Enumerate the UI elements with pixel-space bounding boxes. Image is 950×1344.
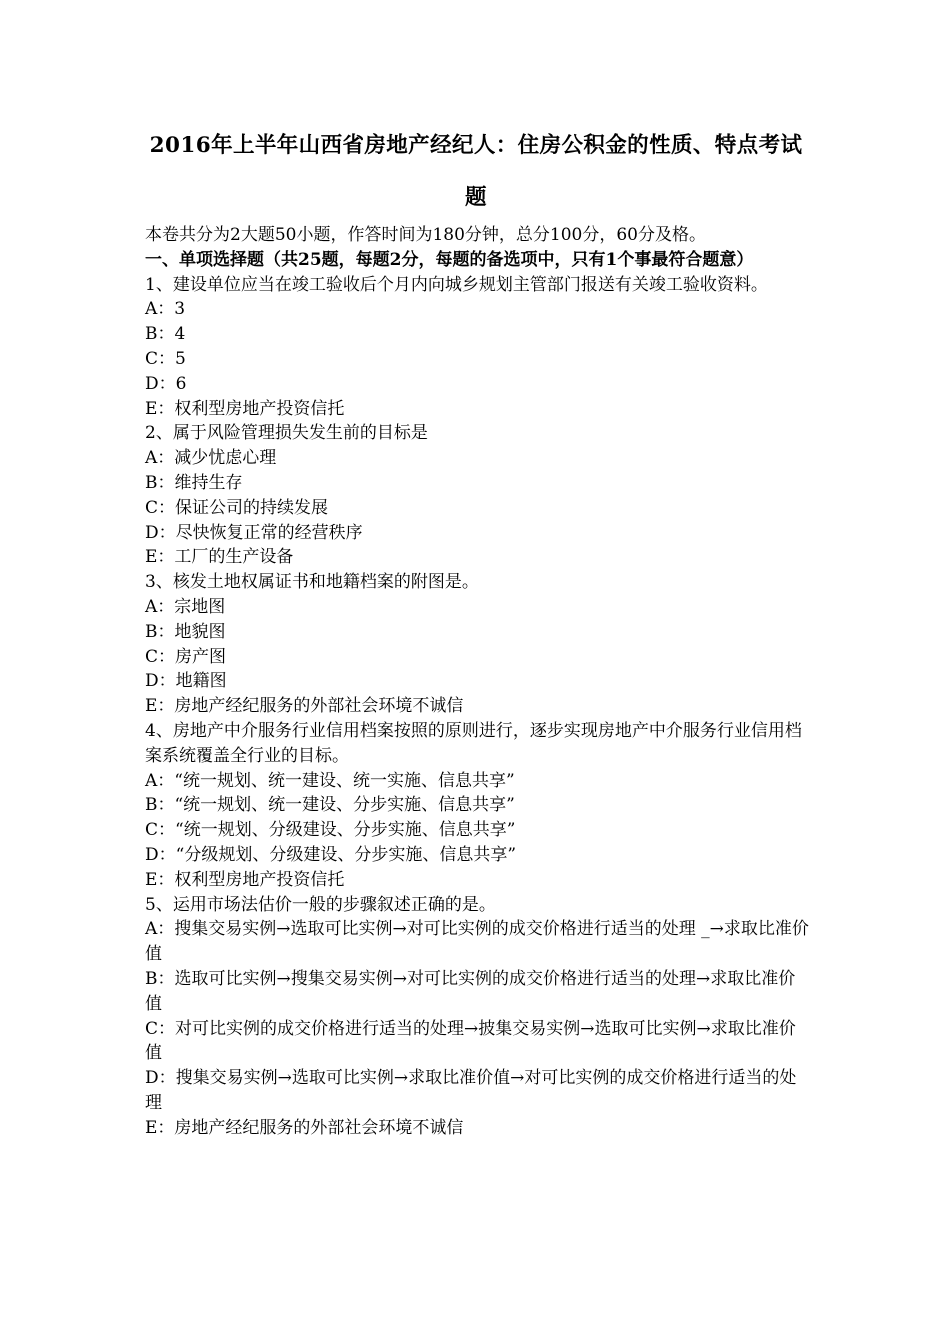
answer-option: C：房产图 (145, 646, 227, 667)
document-body (145, 223, 810, 1140)
answer-option: A：“统一规划、统一建设、统一实施、信息共享” (145, 770, 515, 791)
answer-option: A：减少忧虑心理 (145, 448, 277, 469)
answer-option: B：地貌图 (145, 621, 226, 642)
answer-option: D：6 (145, 373, 187, 394)
answer-option: D：“分级规划、分级建设、分步实施、信息共享” (145, 844, 517, 865)
answer-option: A：3 (145, 299, 186, 320)
section-heading: 一、单项选择题（共25题，每题2分，每题的备选项中，只有1个事最符合题意） (145, 249, 754, 270)
exam-intro: 本卷共分为2大题50小题，作答时间为180分钟，总分100分，60分及格。 (145, 225, 706, 245)
title-line-2: 题 (465, 185, 487, 210)
question-block (145, 719, 810, 893)
answer-option: C：对可比实例的成交价格进行适当的处理→披集交易实例→选取可比实例→求取比准价值 (145, 1018, 796, 1064)
answer-option: E：权利型房地产投资信托 (145, 869, 345, 890)
question-stem: 3、核发土地权属证书和地籍档案的附图是。 (145, 572, 479, 593)
document-title (140, 120, 812, 224)
answer-option: A：搜集交易实例→选取可比实例→对可比实例的成交价格进行适当的处理 _→求取比准价值 (145, 919, 809, 965)
answer-option: D：搜集交易实例→选取可比实例→求取比准价值→对可比实例的成交价格进行适当的处理 (145, 1068, 797, 1113)
question-stem: 4、房地产中介服务行业信用档案按照的原则进行，逐步实现房地产中介服务行业信用档案系统覆盖全行业的目标。 (145, 720, 802, 766)
answer-option: A：宗地图 (145, 596, 226, 617)
answer-option: E：工厂的生产设备 (145, 547, 294, 568)
question-block (145, 893, 810, 1141)
question-list (145, 273, 810, 1141)
answer-option: B：维持生存 (145, 472, 243, 493)
answer-option: E：权利型房地产投资信托 (145, 398, 345, 419)
answer-option: E：房地产经纪服务的外部社会环境不诚信 (145, 1117, 464, 1138)
question-block (145, 273, 810, 422)
question-block (145, 570, 810, 719)
answer-option: D：尽快恢复正常的经营秩序 (145, 522, 363, 543)
answer-option: C：保证公司的持续发展 (145, 497, 329, 518)
question-block (145, 421, 810, 570)
answer-option: E：房地产经纪服务的外部社会环境不诚信 (145, 696, 464, 717)
question-stem: 2、属于风险管理损失发生前的目标是 (145, 423, 428, 444)
answer-option: B：“统一规划、统一建设、分步实施、信息共享” (145, 795, 515, 816)
title-line-1: 2016年上半年山西省房地产经纪人：住房公积金的性质、特点考试 (149, 133, 803, 158)
answer-option: C：5 (145, 348, 186, 369)
answer-option: D：地籍图 (145, 671, 227, 692)
answer-option: B：选取可比实例→搜集交易实例→对可比实例的成交价格进行适当的处理→求取比准价值 (145, 968, 796, 1014)
answer-option: B：4 (145, 324, 186, 345)
question-stem: 1、建设单位应当在竣工验收后个月内向城乡规划主管部门报送有关竣工验收资料。 (145, 274, 768, 295)
question-stem: 5、运用市场法估价一般的步骤叙述正确的是。 (145, 894, 496, 915)
answer-option: C：“统一规划、分级建设、分步实施、信息共享” (145, 820, 516, 841)
